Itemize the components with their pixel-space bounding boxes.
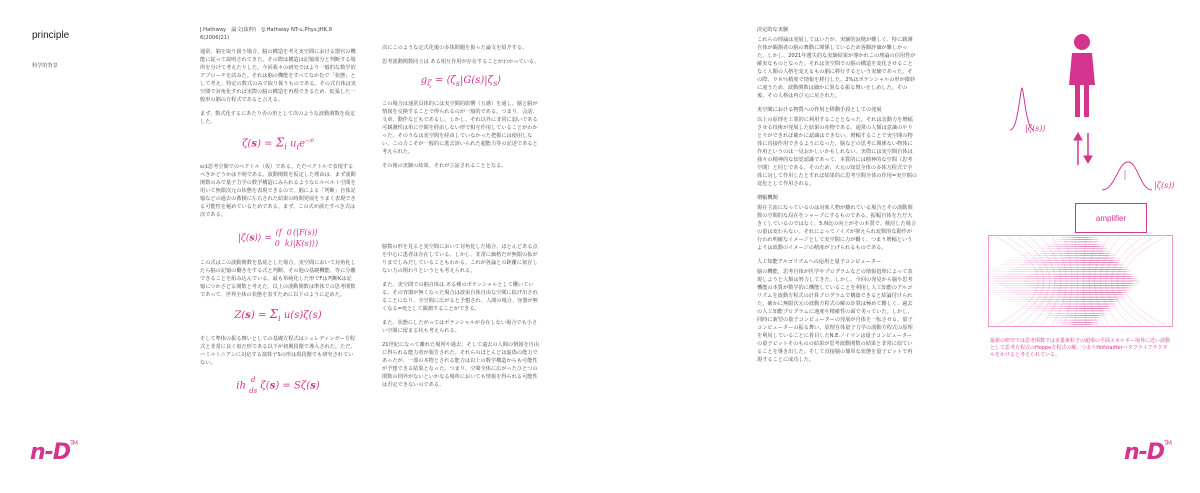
- right-column-1: [757, 26, 917, 481]
- paragraph: その後の実験の結果、それが立証されることとなる。: [382, 163, 507, 169]
- up-arrow-icon: [1074, 133, 1082, 165]
- paragraph: 現在主流になっているのは対象人物が離れている場合とその波動関数の空間的な局在をシャープにするものである。振幅自体をただ大きくしているのではなく、5.N比の向上がその本質で、検討した場合の量は変わらない。それによってノイズが抑えられ変数的な動作が行われ明確なイメージとして実空間に力が働く。つまり増幅というよりは波動のイメージの精度が上げられるものである。: [757, 205, 917, 251]
- left-column-3a: [382, 44, 540, 214]
- paper-citation: J.Hathway 論文(抜粋) (J.Hathway NT-u.Phys.JHK.8 6(2006)21): [200, 27, 332, 41]
- paragraph: 通常、脳を取り扱う場合、脳の構造を考え実空間における器官の機能に従って説明されてきた。その際は構造は記憶部分と判断する場所を分けて考えたりした。今回我々の研究ではより一般的な数学的アプローチを試みた。それは脳の機能をすべてなかむで「状態」として考え、特定の数式のみで取り扱うものである。その式自体は実空間で対角化すれば実際の脳の構造を再現できるため、拡張した一般形の脳の方程式であると言える。: [200, 49, 356, 103]
- brand-logo: [30, 440, 77, 465]
- section-heading: 決定的な実験: [757, 27, 789, 33]
- equation-zeta: $\zeta(s) = \Sigma_i$ $u_ie^{-i\theta}$: [242, 135, 314, 152]
- logo-tm: TM: [1164, 440, 1171, 447]
- section-heading: 人工知能アルゴリズムへの応用と量子コンピューター: [757, 259, 882, 265]
- brand-logo: [1124, 440, 1171, 465]
- paragraph: 以上の原理を工業的に利用することとなった。それは念動力を増幅させる技術が発展した結果の産物である。通常の人類は意識のやりとりができれば確かに認識はできない。増幅することで実空間の物体に直接作用できるようになった。脳などの思考に関係ない物体に作用というのは一見おかしいかもしれない。実際には実空間自体は我々の精神的な知覚認識であって、本質的には精神的な空間（思考空間）と同じである。そのため、大元の知覚全体の多体方程式で全体に対して作用したとすれば結果的に思考空間全体の作用=実空間の変化として作用される。: [757, 117, 917, 187]
- ket-label-left: |ζ(s)⟩: [1025, 124, 1046, 133]
- amplifier-box: amplifier: [1075, 203, 1147, 233]
- logo-text: n-D: [1124, 440, 1165, 465]
- person-icon: [1069, 34, 1095, 117]
- paragraph: また、状態にしたがってはポテンシャルが存在しない場合でも小さい空間に留まる状も考えられる。: [382, 320, 538, 334]
- paragraph: 脳の機能、思考自体が医学やプログラムなどの情報処理によって表現しようと人類は努力してきた。しかし、今回の発見から脳や思考機能の本質が数学的に機能していることを利用し人工知能のアルゴリズムを波動方程式の計算プログラムで構築できると結論付けられた。確かに無限次元の波動方程式の解の計算は極めて難しく、過去の人工知能プログラムに速度や精確性の面で劣っていた。しかし、同時に新型の量子コンピューターの発展が自体を一転させる。量子コンピューターの振る舞い、原理自体量子力学の波動方程式の原理を利用していることに着目したN.E.ノイマンは量子コンピューターの量子ビットそのものの結果が思考波動関数の結果と非常に似ていることを導き出した。そして直接脳の簡単な状態を量子ビットで再現することに成功した。: [757, 269, 913, 363]
- paragraph: この場合は通常具体的には実空間的影響（五感）を通し、脳と脳が情報を交換することで得られるのが一般的である。つまり、会話、文章、動作などもであるし。しかし、それ以外に非常に弱いである可観測性は単に空間を経由しない形で相互作用していることがわかった。そのうなは実空間を経由していなかった把握には使用しない。この力こそが一般的に逃去誤いられた超能力等の記述であると考えられた。: [382, 101, 538, 155]
- col1-heading: 科学的背景: [32, 63, 58, 69]
- paragraph: 脳数の形を見ると実空間において対角化した場合、ほとんどある点を中心に患者は存在している。しかし、非常に価格だが無限の拡がりまでしみだしていることもわかる。これが各論との距離に依存しない力の関わりというとも考えられる。: [382, 244, 538, 274]
- section-heading: 増幅機関: [757, 195, 778, 201]
- section-heading: 実空間における物質への作用と移動手段としての発展: [757, 107, 882, 113]
- page-title: principle: [32, 30, 70, 41]
- paragraph: sは思考空間でのベクトル（仮）である。ただベクトルで表現するべきかどうかは不明である。波動関数を仮定した理由は、まず波動関数のみで量子力学の数学構造にみられるようなヒルベルト空間を用いて無限次元の状態を表現できるので、脳による「判断」自体記憶などの過去の蓄積に左右された結果の時間発展をうまく表現できる可能性を秘めているためである。まず、この式が満たすべき式は次である。: [200, 164, 356, 219]
- equation-g: $g_\zeta$ = $⟨\zeta_s|G(s)|\zeta_s⟩$: [420, 75, 502, 88]
- equation-Z: $Z(s) = \Sigma_i$ u(s)ζ(s): [234, 307, 322, 324]
- left-column-2: [200, 26, 356, 466]
- paragraph: 21世紀になって離れた場所や過去、そして遠去の人間の情報を自由に得られる能力者が報告された。それらのほとんどは虚偽の能力であったが、一部の本物とされる能力は以上の数学構造からも可能性が予想できる結果となった。つまり、空間全体に広がったひとつの関数の則外がないといかなる場所においても情報を得られる可能性は否定できないのである。: [382, 342, 540, 388]
- logo-text: n-D: [30, 440, 71, 465]
- logo-tm: TM: [70, 440, 77, 447]
- paragraph: また、実空間での脳自体は ある種のポテンシャルとして働いている。その容器が無くなった場合は波束自体自由な空間に拡げ出されることになり、全空間に広がると予想され、人間の場合、容器が無くなる=死として観測することができる。: [382, 282, 538, 312]
- left-column-1: [32, 62, 160, 202]
- down-arrow-icon: [1084, 133, 1092, 163]
- amplifier-diagram: [990, 30, 1170, 215]
- ket-label-right: |ζ(s)⟩: [1154, 181, 1175, 190]
- left-column-3b: [382, 243, 540, 443]
- paragraph: これらの理論は発展してはいたが、実験的証拠が難しく、特に観測自体が観測者の脳の舞動に関係しているため客観評価が難しかった。しかし、2021年遺失的な実験結果が導かれこの理論の信用性が確実なものとなった。それは実空間での脳の構造を変化させることなく人類の人格を変えるもの脳に移行するという実験であった。その際、９８％精度で情報を移行した。2%はポテンシャルの形が微妙に違うため、波動関数は細かに異なる振る舞いをしめした。その後、その人格は再び元に戻された。: [757, 37, 916, 99]
- equation-schrodinger: ih d ds ζ(s) = Sζ(s): [236, 376, 320, 396]
- figure-caption: 最新の研究では思考関数では多量素粒子の超場の平面エネルギー境界に近い波動として思考方程式のHoppe方程式の解。つまりHofstadterバタフライフラクタルをかけると考えられている。: [990, 338, 1171, 358]
- paragraph: そして準体の振る舞いとしての基礎方程式はシュレディンガー方程式と非常に良く似た形である以下が初期段階で導入された。ただ、ハミルトニアンに対応する演算子Sの形は現段階でも研究されていない。: [200, 336, 356, 367]
- paragraph: この式はこの波動関数を基底とした場合、実空間において対角化したら脳の記憶の働きをする式と判断、その他の基礎機能、等に分離できることを組み込んでいる。最も単純化した形でFは判断Kは記憶につかさどる関数と考えた。以上の波動関数は準体での思考関数であって、世界全体の状態を表すために以下のように定めた。: [200, 260, 356, 299]
- wave-gaussian-right: [1102, 162, 1152, 190]
- equation-state: |ζ(s)⟩ = (f 0 0 k)(|F(s)⟩ |K(s)⟩): [237, 228, 319, 249]
- paragraph: 思考波動関数同士は ある相互作用が存在することがわかっている。: [382, 59, 540, 65]
- paragraph: まず、数式化するにあたり否の形として次のような波動関数を仮定した。: [200, 111, 356, 125]
- paragraph: 次にこのような定式化後の多体問題を扱った論文を紹介する。: [382, 45, 528, 51]
- hofstadter-butterfly-figure: [988, 235, 1173, 327]
